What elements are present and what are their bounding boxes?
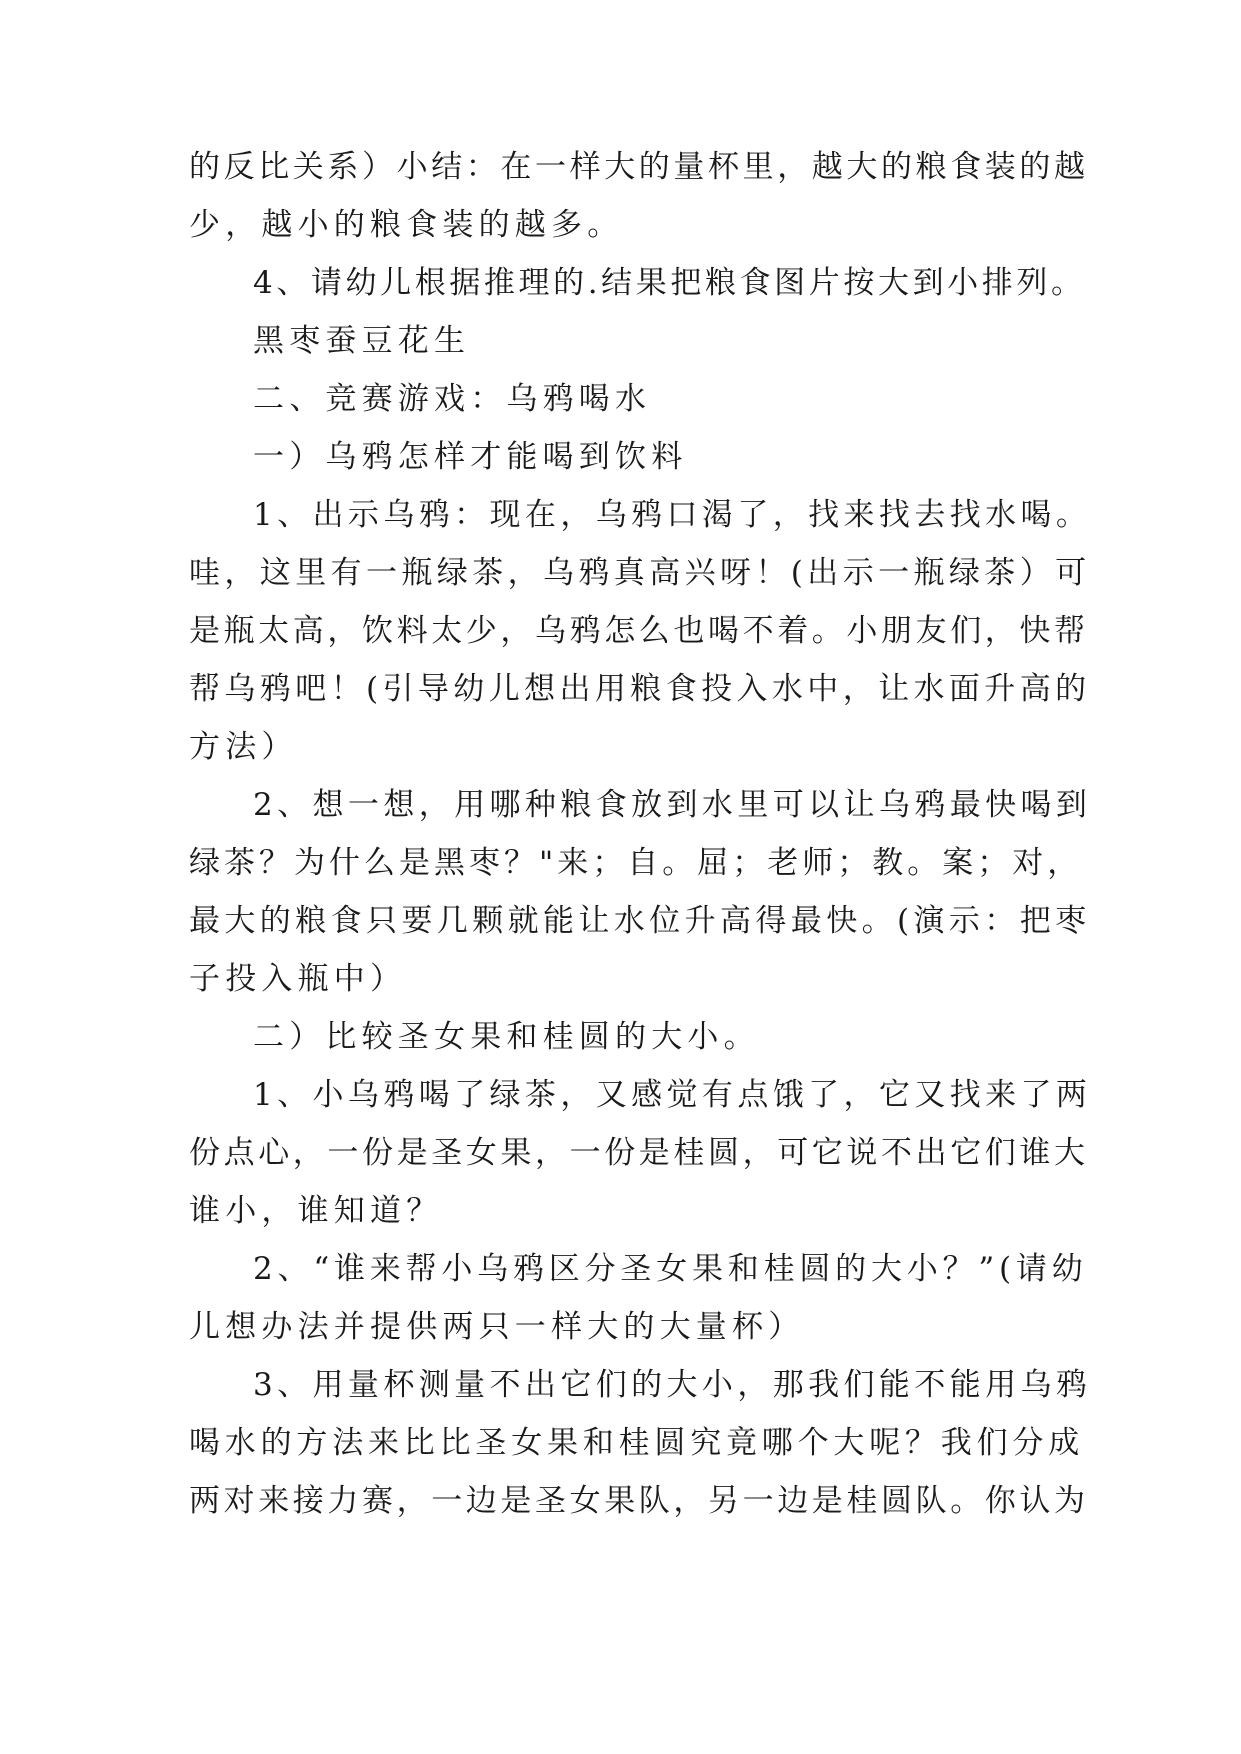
text-line: 3、用量杯测量不出它们的大小，那我们能不能用乌鸦 (253, 1367, 1092, 1403)
text-line: 子投入瓶中） (189, 961, 407, 997)
text-line: 绿茶？为什么是黑枣？"来；自。屈；老师；教。案；对， (189, 845, 1083, 881)
text-line: 1、小乌鸦喝了绿茶，又感觉有点饿了，它又找来了两 (253, 1077, 1092, 1113)
text-line: 黑枣蚕豆花生 (253, 323, 471, 359)
text-line: 两对来接力赛，一边是圣女果队，另一边是桂圆队。你认为 (189, 1483, 1089, 1519)
text-line: 的反比关系）小结：在一样大的量杯里，越大的粮食装的越 (189, 149, 1089, 185)
text-line: 4、请幼儿根据推理的.结果把粮食图片按大到小排列。 (253, 265, 1086, 301)
text-line: 帮乌鸦吧！(引导幼儿想出用粮食投入水中，让水面升高的 (189, 671, 1091, 707)
subsection-heading: 二）比较圣女果和桂圆的大小。 (253, 1019, 760, 1055)
text-line: 1、出示乌鸦：现在，乌鸦口渴了，找来找去找水喝。 (253, 497, 1092, 533)
section-heading: 二、竞赛游戏：乌鸦喝水 (253, 381, 652, 417)
text-line: 方法） (189, 729, 298, 765)
text-line: 儿想办法并提供两只一样大的大量杯） (189, 1309, 805, 1345)
text-line: 喝水的方法来比比圣女果和桂圆究竟哪个大呢？我们分成 (189, 1425, 1084, 1461)
subsection-heading: 一）乌鸦怎样才能喝到饮料 (253, 439, 688, 475)
text-line: 份点心，一份是圣女果，一份是桂圆，可它说不出它们谁大 (189, 1135, 1089, 1171)
text-line: 2、想一想，用哪种粮食放到水里可以让乌鸦最快喝到 (253, 787, 1092, 823)
text-line: 哇，这里有一瓶绿茶，乌鸦真高兴呀！(出示一瓶绿茶）可 (189, 555, 1091, 591)
text-line: 谁小，谁知道？ (189, 1193, 443, 1229)
text-line: 最大的粮食只要几颗就能让水位升高得最快。(演示：把枣 (189, 903, 1091, 939)
text-line: 2、“谁来帮小乌鸦区分圣女果和桂圆的大小？”(请幼 (253, 1251, 1088, 1287)
text-line: 少，越小的粮食装的越多。 (189, 207, 624, 243)
text-line: 是瓶太高，饮料太少，乌鸦怎么也喝不着。小朋友们，快帮 (189, 613, 1089, 649)
